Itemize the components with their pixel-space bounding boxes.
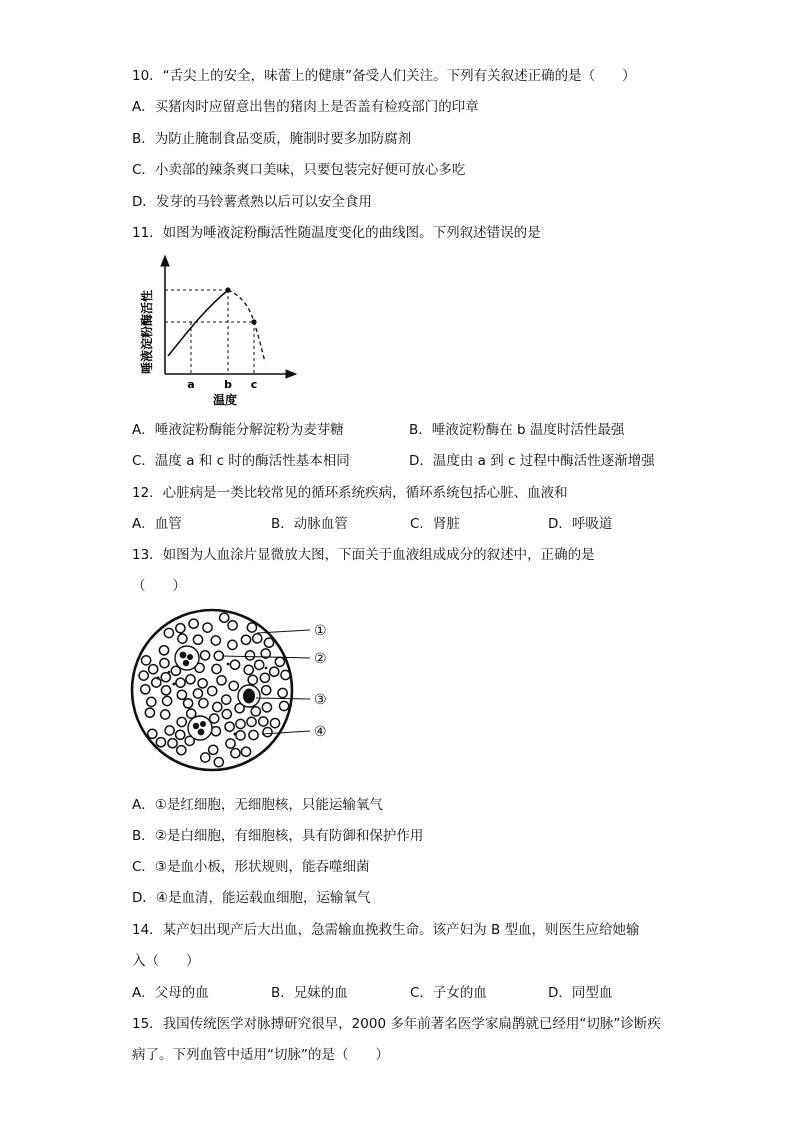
q12-stem: 12．心脏病是一类比较常见的循环系统疾病，循环系统包括心脏、血液和 [132,485,568,501]
red-blood-cell [253,634,262,643]
red-blood-cell [255,660,264,669]
activity-curve-falloff [228,290,265,362]
q14-options-row [132,983,692,1003]
red-blood-cell [220,613,229,622]
red-blood-cell [161,673,170,682]
red-blood-cell [161,710,170,719]
red-blood-cell [139,671,148,680]
q14-stem-line1: 14．某产妇出现产后大出血，急需输血挽救生命。该产妇为 B 型血，则医生应给她输 [132,922,640,938]
x-tick-a: a [187,378,195,391]
q12-option-c: C．肾脏 [410,516,460,532]
q10-option-d: D．发芽的马铃薯煮熟以后可以安全食用 [132,194,372,210]
blood-smear-figure [130,606,350,786]
red-blood-cell [177,690,186,699]
red-blood-cell [193,689,202,698]
q14-option-b: B．兄妹的血 [271,985,348,1001]
red-blood-cell [226,739,235,748]
red-blood-cell [176,730,185,739]
red-blood-cell [248,675,257,684]
red-blood-cell [225,722,234,731]
red-blood-cell [198,679,207,688]
q11-option-a: A．唾液淀粉酶能分解淀粉为麦芽糖 [132,422,344,438]
q14-option-d: D．同型血 [548,985,613,1001]
red-blood-cell [245,651,254,660]
q12-option-b: B．动脉血管 [271,516,348,532]
red-blood-cell [168,739,177,748]
q11-options-row-1 [132,420,692,440]
red-blood-cell [176,678,185,687]
red-blood-cell [176,624,185,633]
red-blood-cell [141,685,150,694]
q12-option-d: D．呼吸道 [548,516,613,532]
q11-option-d: D．温度由 a 到 c 过程中酶活性逐渐增强 [409,453,655,469]
red-blood-cell [262,686,271,695]
red-blood-cell [249,730,258,739]
red-blood-cell [147,697,156,706]
q10-option-b: B．为防止腌制食品变质，腌制时要多加防腐剂 [132,131,412,147]
y-axis-arrow [161,256,169,266]
q10-stem: 10．“舌尖上的安全，味蕾上的健康”备受人们关注。下列有关叙述正确的是（ ） [132,68,636,84]
red-blood-cell [217,676,226,685]
q10-option-a: A．买猪肉时应留意出售的猪肉上是否盖有检疫部门的印章 [132,99,479,115]
q12-options-row [132,514,692,534]
red-blood-cell [142,656,151,665]
red-blood-cell [149,665,158,674]
q13-paren: （ ） [132,578,186,594]
red-blood-cell [260,673,269,682]
red-blood-cell [263,728,272,737]
q11-stem: 11．如图为唾液淀粉酶活性随温度变化的曲线图。下列叙述错误的是 [132,225,541,241]
q13-option-d: D．④是血清，能运载血细胞，运输氧气 [132,890,371,906]
leader-3 [256,698,310,699]
x-axis-label: 温度 [212,393,238,407]
red-blood-cell [152,678,161,687]
red-blood-cell [222,695,231,704]
white-blood-cell [175,646,199,670]
peak-point [225,287,230,292]
q15-stem-line1: 15．我国传统医学对脉搏研究很早，2000 多年前著名医学家扁鹊就已经用“切脉”诊断疾 [132,1016,661,1032]
red-blood-cell [189,619,198,628]
red-blood-cell [160,659,169,668]
white-blood-cell [188,716,212,740]
red-blood-cell [165,726,174,735]
red-blood-cell [145,708,154,717]
red-blood-cell [270,719,279,728]
q11-option-b: B．唾液淀粉酶在 b 温度时活性最强 [409,422,625,438]
x-axis-arrow [286,370,296,378]
red-blood-cell [247,623,256,632]
label-3: ③ [314,692,327,708]
red-blood-cell [203,623,212,632]
red-blood-cell [222,710,231,719]
x-tick-b: b [224,378,232,391]
red-blood-cell [163,696,172,705]
red-blood-cell [259,717,268,726]
q14-option-c: C．子女的血 [410,985,487,1001]
red-blood-cell [214,758,223,767]
q11-option-c: C．温度 a 和 c 时的酶活性基本相同 [132,453,350,469]
q13-option-c: C．③是血小板，形状规则，能吞噬细菌 [132,859,370,875]
red-blood-cell [199,699,208,708]
x-tick-c: c [250,378,258,391]
red-blood-cell [241,747,250,756]
red-blood-cell [230,660,239,669]
red-blood-cell [278,688,287,697]
red-blood-cell [156,738,165,747]
q12-option-a: A．血管 [132,516,182,532]
enzyme-activity-graph [132,250,312,410]
red-blood-cell [161,686,170,695]
red-blood-cell [264,638,273,647]
red-blood-cell [275,657,284,666]
red-blood-cell [241,635,250,644]
red-blood-cell [251,707,260,716]
q13-option-b: B．②是白细胞，有细胞核，具有防御和保护作用 [132,828,424,844]
red-blood-cell [186,675,195,684]
red-blood-cell [236,731,245,740]
red-blood-cell [193,635,202,644]
q10-option-c: C．小卖部的辣条爽口美味，只要包装完好便可放心多吃 [132,162,466,178]
label-4: ④ [314,724,327,740]
label-2: ② [314,651,327,667]
red-blood-cell [201,753,210,762]
nucleated-cell [238,685,260,707]
red-blood-cell [228,621,237,630]
red-blood-cell [211,636,220,645]
red-blood-cell [229,681,238,690]
q13-option-a: A．①是红细胞，无细胞核，只能运输氧气 [132,797,383,813]
red-blood-cell [262,703,271,712]
red-blood-cell [236,719,245,728]
y-axis-label: 唾液淀粉酶活性 [140,289,154,375]
red-blood-cell [148,729,157,738]
activity-curve [168,290,228,356]
red-blood-cell [184,699,193,708]
red-blood-cell [208,686,217,695]
q15-stem-line2: 病了。下列血管中适用“切脉”的是（ ） [132,1047,389,1063]
q14-option-a: A．父母的血 [132,985,209,1001]
red-blood-cell [247,717,256,726]
red-blood-cell [244,665,253,674]
red-blood-cell [164,628,173,637]
red-blood-cell [201,651,210,660]
red-blood-cell [178,634,187,643]
q13-stem: 13．如图为人血涂片显微放大图，下面关于血液组成成分的叙述中，正确的是 [132,547,595,563]
red-blood-cell [212,664,221,673]
red-blood-cell [270,667,279,676]
red-blood-cell [231,749,240,758]
red-blood-cell [228,640,237,649]
red-blood-cell [177,717,186,726]
red-blood-cell [177,746,186,755]
red-blood-cell [213,702,222,711]
q14-stem-line2: 入（ ） [132,953,200,969]
red-blood-cell [159,646,168,655]
red-blood-cell [280,701,289,710]
q11-options-row-2 [132,451,692,471]
c-point [251,319,256,324]
label-1: ① [314,623,327,639]
red-blood-cells [139,613,290,767]
red-blood-cell [209,745,218,754]
